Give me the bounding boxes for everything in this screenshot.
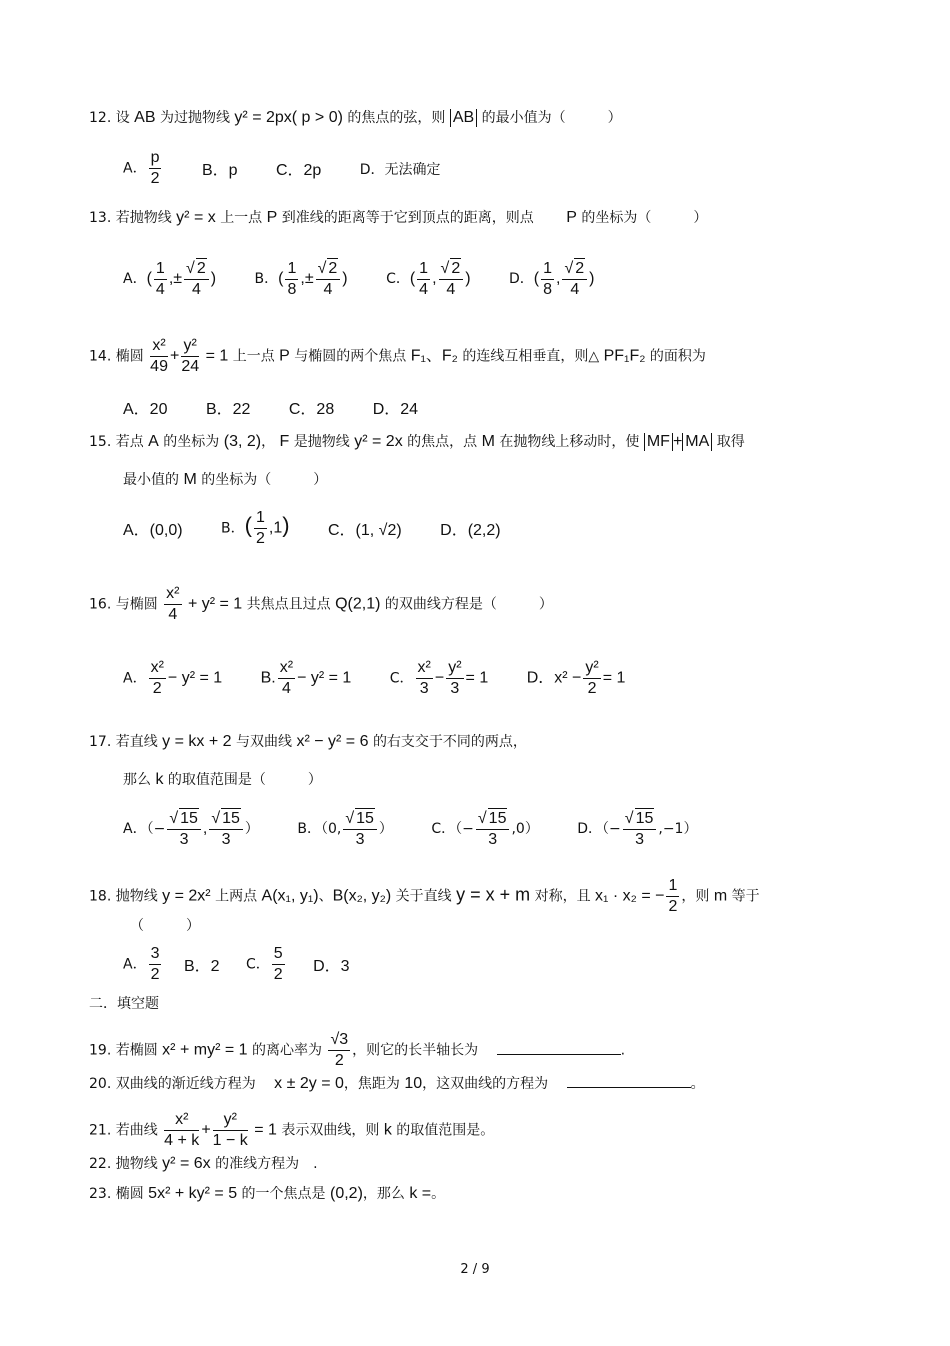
option-a-label: A．: [123, 160, 147, 177]
denominator: 2: [150, 966, 160, 983]
q20-text-c: ，这双曲线的方程为: [422, 1076, 549, 1092]
option-d: D．3: [313, 958, 350, 975]
option-c-label: C．（−: [431, 821, 474, 837]
question-14-options: [123, 396, 880, 419]
q16-text-c: 的双曲线方程是（ ）: [384, 596, 553, 613]
q12-equation: y² = 2px( p > 0): [234, 109, 343, 126]
q23-end: 。: [431, 1186, 446, 1202]
option-b-label: B.: [260, 669, 276, 687]
question-21: 21. 若曲线 $\frac{\text{x²}}{4 + k}$ + $\frac{\text{y²}}{1 - k}$ = 1 表示双曲线，则 k 的取值范围是。: [89, 1111, 495, 1149]
option-a: [123, 944, 163, 985]
question-23: [89, 1182, 880, 1206]
option-d-label: D．（−: [577, 821, 621, 837]
option-c-label: C．: [245, 956, 270, 973]
answer-blank[interactable]: [567, 1073, 691, 1088]
question-number: 12.: [89, 110, 112, 126]
option-b: B．( $\frac{1}{8}$ ,± $\frac{√ 2}{4}$ ): [254, 259, 348, 298]
option-d: D．( $\frac{1}{8}$ , $\frac{√ 2}{4}$ ): [509, 259, 595, 298]
q12-text-a: 设: [115, 110, 130, 126]
question-17-options: [123, 808, 880, 850]
option-a: [123, 148, 163, 189]
numerator: y²: [583, 658, 600, 679]
question-number: 15.: [89, 434, 112, 450]
radicand: 2: [451, 260, 461, 277]
q15-text-a: 若点: [115, 434, 144, 450]
q14-text-d: 的连线互相垂直，则△: [462, 348, 600, 365]
option-a-tail: ）: [244, 821, 259, 837]
denominator: 2: [152, 680, 162, 697]
q12-text-d: 的最小值为（ ）: [481, 110, 622, 126]
numerator: x²: [278, 658, 295, 679]
option-b: B．2: [183, 958, 220, 975]
q12-abs-ab: AB: [450, 109, 477, 127]
denominator: 2: [273, 966, 283, 983]
denominator: 3: [179, 831, 189, 848]
q20-text-a: 双曲线的渐近线方程为: [115, 1076, 256, 1092]
radicand: 2: [196, 260, 206, 277]
numerator: 1: [417, 259, 430, 280]
denominator: 1 − k: [212, 1132, 248, 1149]
option-b: B．（0, $\frac{√ 15}{3}$ ）: [297, 810, 393, 848]
numerator: x²: [149, 658, 166, 679]
q15-line2-b: 的坐标为（ ）: [201, 472, 328, 488]
q15-text-g: 在抛物线上移动时，使: [499, 434, 640, 450]
numerator: 1: [154, 259, 167, 280]
numerator: 1: [254, 508, 267, 529]
q17-hyperbola-equation: x² − y² = 6: [296, 733, 369, 750]
denominator: 2: [668, 898, 678, 915]
option-d-label: D．: [509, 271, 534, 287]
option-b-label: B．（0,: [297, 821, 342, 837]
q13-point-p2: P: [566, 209, 577, 226]
q15-text-b: 的坐标为: [163, 434, 220, 450]
question-16: [89, 584, 880, 625]
q23-equation: 5x² + ky² = 5: [148, 1185, 238, 1202]
numerator: y²: [181, 336, 199, 357]
comma: ,: [202, 820, 208, 837]
q18-text-c: 关于直线: [395, 888, 452, 905]
q17-k: k: [155, 771, 164, 788]
q18-m: m: [713, 887, 728, 905]
question-22: [89, 1152, 880, 1176]
denominator: 2: [150, 170, 160, 187]
question-19: [89, 1030, 880, 1071]
q13-text-c: 到准线的距离等于它到顶点的距离，则点: [281, 210, 534, 226]
option-d-label: D．x² −: [526, 669, 582, 687]
denominator: 8: [287, 280, 297, 298]
denominator: 4: [191, 281, 201, 298]
q15-point-m2: M: [183, 471, 197, 488]
option-d-eq: = 1: [602, 669, 626, 687]
option-b: [261, 658, 352, 699]
q15-text-d: 是抛物线: [293, 434, 350, 450]
radicand: 15: [180, 810, 198, 827]
q13-text-d: 的坐标为（ ）: [581, 210, 708, 226]
q15-line2-a: 最小值的: [123, 472, 179, 488]
denominator: 49: [150, 358, 168, 375]
option-c: C．2p: [275, 162, 322, 179]
q18-text-d: 对称，且: [534, 888, 591, 905]
question-17: [89, 730, 880, 754]
option-c: [246, 944, 287, 985]
q17-text-c: 的右支交于不同的两点，: [372, 734, 527, 750]
question-12-options: [123, 148, 880, 189]
q23-text-b: 的一个焦点是: [241, 1186, 326, 1202]
option-a-eq: − y² = 1: [167, 669, 223, 687]
option-c: C．( $\frac{1}{4}$ , $\frac{√ 2}{4}$ ): [386, 259, 471, 298]
q17-line2-a: 那么: [123, 772, 151, 788]
q15-coordinate: (3, 2): [223, 433, 262, 450]
option-a-label: A．（−: [123, 821, 166, 837]
q16-point-q: Q(2,1): [335, 595, 381, 613]
fraction: [149, 148, 162, 189]
question-15: [89, 430, 880, 454]
q14-foci: F₁、F₂: [410, 347, 458, 365]
q18-separator: 、: [318, 888, 333, 905]
option-c-label: C．: [386, 271, 410, 287]
q18-text-f: 等于: [731, 888, 760, 905]
question-number: 22.: [89, 1156, 112, 1172]
question-number: 23.: [89, 1186, 112, 1202]
q15-point-f: F: [279, 433, 290, 450]
option-d: D．(2,2): [440, 522, 501, 539]
numerator: x²: [164, 1110, 199, 1131]
denominator: 4: [570, 281, 580, 298]
question-13: [89, 206, 880, 230]
q20-text-b: ，焦距为: [343, 1076, 400, 1092]
option-a-label: A．: [123, 956, 147, 973]
numerator: p: [149, 148, 162, 169]
numerator: x²: [150, 336, 168, 357]
denominator: 3: [355, 831, 365, 848]
option-a: A．( $\frac{1}{4}$ ,± $\frac{√ 2}{4}$ ): [123, 259, 217, 298]
option-a: A．(0,0): [123, 522, 183, 539]
q15-abs-mf: MF: [644, 433, 673, 451]
denominator: 4: [155, 280, 165, 298]
denominator: 3: [450, 680, 460, 697]
numerator: 1: [285, 259, 298, 280]
denominator: 3: [419, 680, 429, 697]
option-d: D．（− $\frac{√ 15}{3}$ ,−1）: [577, 810, 698, 848]
q19-equation: x² + my² = 1: [162, 1041, 248, 1059]
q20-equation: x ± 2y = 0: [274, 1075, 344, 1092]
option-a: [123, 658, 222, 699]
denominator: 8: [543, 280, 553, 298]
option-d: D．无法确定: [359, 161, 441, 178]
q21-text-a: 若曲线: [115, 1122, 158, 1139]
option-d: [527, 658, 626, 699]
q15-text-c: ，: [261, 434, 276, 450]
q23-k: k =: [409, 1185, 432, 1202]
q16-text-b: 共焦点且过点: [246, 596, 331, 613]
option-b-label: B．: [221, 520, 245, 537]
question-13-options: [123, 258, 880, 300]
question-18-options: [123, 944, 880, 985]
q18-point-a: A(x₁, y₁): [261, 887, 319, 905]
option-c: C． $\frac{\text{x²}}{3}$ − $\frac{\text{y²}}{3}$ = 1: [389, 659, 489, 697]
option-a-label: A．: [123, 271, 147, 287]
option-b: B．( $\frac{1}{2}$ ,1): [221, 509, 290, 547]
question-number: 16.: [89, 596, 112, 613]
numerator: 3: [149, 944, 162, 965]
page-number: 2 / 9: [460, 1262, 490, 1277]
q21-equals: = 1: [254, 1121, 277, 1139]
question-17-line2: [123, 768, 880, 792]
q14-text-c: 与椭圆的两个焦点: [294, 348, 407, 365]
question-18: [89, 876, 880, 917]
q21-text-c: 的取值范围是。: [396, 1122, 495, 1139]
radicand: 15: [635, 810, 654, 827]
q17-line2-b: 的取值范围是（ ）: [167, 772, 322, 788]
q23-text-c: ，那么: [362, 1186, 405, 1202]
question-15-line2: [123, 468, 880, 492]
denominator: 4 + k: [164, 1132, 200, 1149]
q17-text-a: 若直线: [115, 734, 158, 750]
q15-plus: +: [672, 433, 683, 450]
denominator: 4: [168, 606, 178, 623]
question-20: [89, 1072, 880, 1096]
radicand: 2: [575, 260, 585, 277]
option-a: A．（− $\frac{√ 15}{3}$ , $\frac{√ 15}{3}$ ）: [123, 810, 259, 848]
section-heading: 二．填空题: [89, 996, 159, 1012]
q18-equation: y = 2x²: [162, 887, 211, 905]
question-number: 20.: [89, 1076, 112, 1092]
radicand: 2: [328, 260, 338, 277]
q14-text-a: 椭圆: [115, 348, 144, 365]
q14-text-e: 的面积为: [649, 348, 706, 365]
q17-line-equation: y = kx + 2: [162, 733, 232, 750]
denominator: 3: [221, 831, 231, 848]
option-d-tail: ,−1）: [658, 821, 698, 837]
q18-line: y = x + m: [456, 884, 531, 905]
question-number: 21.: [89, 1122, 112, 1139]
q13-text-a: 若抛物线: [115, 210, 172, 226]
option-b-tail: ,1: [268, 519, 283, 537]
q22-text-b: 的准线方程为 .: [215, 1156, 318, 1172]
question-number: 19.: [89, 1042, 112, 1059]
option-a-label: A．: [123, 670, 147, 687]
option-c-eq: = 1: [465, 669, 489, 687]
question-15-options: [123, 508, 880, 549]
numerator: y²: [213, 1110, 248, 1131]
option-b-tail: ）: [378, 821, 393, 837]
denominator: 2: [587, 680, 597, 697]
q18-text-b: 上两点: [215, 888, 258, 905]
q18-point-b: B(x₂, y₂): [332, 887, 392, 905]
denominator: 2: [334, 1052, 344, 1069]
q19-text-b: 的离心率为: [251, 1042, 322, 1059]
option-b-label: B．: [254, 271, 279, 287]
answer-blank[interactable]: [497, 1040, 621, 1055]
q18-product: x₁ · x₂ = −: [595, 887, 665, 905]
numerator: √3: [328, 1030, 350, 1051]
question-number: 14.: [89, 348, 112, 365]
q14-text-b: 上一点: [232, 348, 275, 365]
q14-point-p: P: [279, 347, 290, 365]
option-c: C．（− $\frac{√ 15}{3}$ ,0）: [431, 810, 539, 848]
q13-text-b: 上一点: [220, 210, 263, 226]
option-b: B．22: [205, 401, 251, 418]
q13-point-p: P: [266, 209, 278, 226]
question-18-line2: （ ）: [130, 918, 200, 934]
q16-equation: + y² = 1: [187, 595, 243, 613]
numerator: 5: [272, 944, 285, 965]
numerator: 1: [666, 876, 679, 897]
q15-text-h: 取得: [716, 434, 745, 450]
q12-text-b: 为过抛物线: [159, 110, 230, 126]
q12-ab: AB: [134, 109, 156, 126]
q15-equation: y² = 2x: [354, 433, 403, 450]
plus-minus: ±: [173, 270, 183, 287]
denominator: 3: [488, 831, 498, 848]
option-a: A．20: [123, 401, 168, 418]
denominator: 4: [446, 281, 456, 298]
q12-text-c: 的焦点的弦，则: [347, 110, 446, 126]
denominator: 4: [323, 281, 333, 298]
denominator: 4: [281, 680, 291, 697]
q17-text-b: 与双曲线: [236, 734, 292, 750]
denominator: 24: [181, 358, 200, 375]
q19-end: .: [620, 1042, 626, 1059]
q15-point-m: M: [481, 433, 495, 450]
numerator: x²: [164, 584, 181, 605]
question-number: 13.: [89, 210, 112, 226]
q18-text-a: 抛物线: [115, 888, 158, 905]
numerator: x²: [416, 658, 433, 679]
option-d: D．24: [372, 401, 419, 418]
denominator: 3: [635, 831, 645, 848]
question-12: [89, 106, 880, 130]
option-c: C．28: [288, 401, 335, 418]
q15-point-a: A: [148, 433, 159, 450]
radicand: 15: [356, 810, 374, 827]
option-c-label: C．: [389, 670, 414, 687]
question-16-options: [123, 658, 880, 699]
q13-equation: y² = x: [176, 209, 216, 226]
q22-equation: y² = 6x: [162, 1155, 211, 1172]
plus-minus: ±: [304, 270, 314, 287]
numerator: 1: [541, 259, 554, 280]
denominator: 2: [255, 530, 265, 547]
q20-end: 。: [690, 1076, 705, 1092]
question-14: 14. 椭圆 $\frac{\text{x²}}{49}$ + $\frac{\text{y²}}{24}$ = 1 上一点 P 与椭圆的两个焦点 F₁、F₂ 的连线互相垂直，则△ PF₁F₂ 的面积为: [89, 337, 706, 375]
option-c: C．(1, √2): [328, 522, 402, 539]
q14-equals: = 1: [205, 347, 229, 365]
option-b: B．p: [201, 162, 238, 179]
radicand: 15: [488, 810, 507, 827]
q21-k: k: [383, 1121, 392, 1139]
q19-text-a: 若椭圆: [115, 1042, 158, 1059]
q19-text-c: ，则它的长半轴长为: [352, 1042, 479, 1059]
q15-text-e: 的焦点，点: [407, 434, 478, 450]
q23-text-a: 椭圆: [115, 1186, 144, 1202]
numerator: y²: [446, 658, 463, 679]
q16-text-a: 与椭圆: [115, 596, 158, 613]
q14-triangle: PF₁F₂: [603, 347, 646, 365]
q20-focal: 10: [404, 1075, 423, 1092]
q21-text-b: 表示双曲线，则: [281, 1122, 380, 1139]
denominator: 4: [419, 280, 429, 298]
question-number: 17.: [89, 734, 112, 750]
q23-point: (0,2): [330, 1185, 363, 1202]
q15-abs-ma: MA: [682, 433, 712, 451]
q18-text-e: ，则: [681, 888, 710, 905]
radicand: 15: [222, 810, 240, 827]
option-c-tail: ,0）: [511, 821, 539, 837]
question-number: 18.: [89, 888, 112, 905]
q22-text-a: 抛物线: [115, 1156, 158, 1172]
option-b-eq: − y² = 1: [297, 669, 352, 687]
